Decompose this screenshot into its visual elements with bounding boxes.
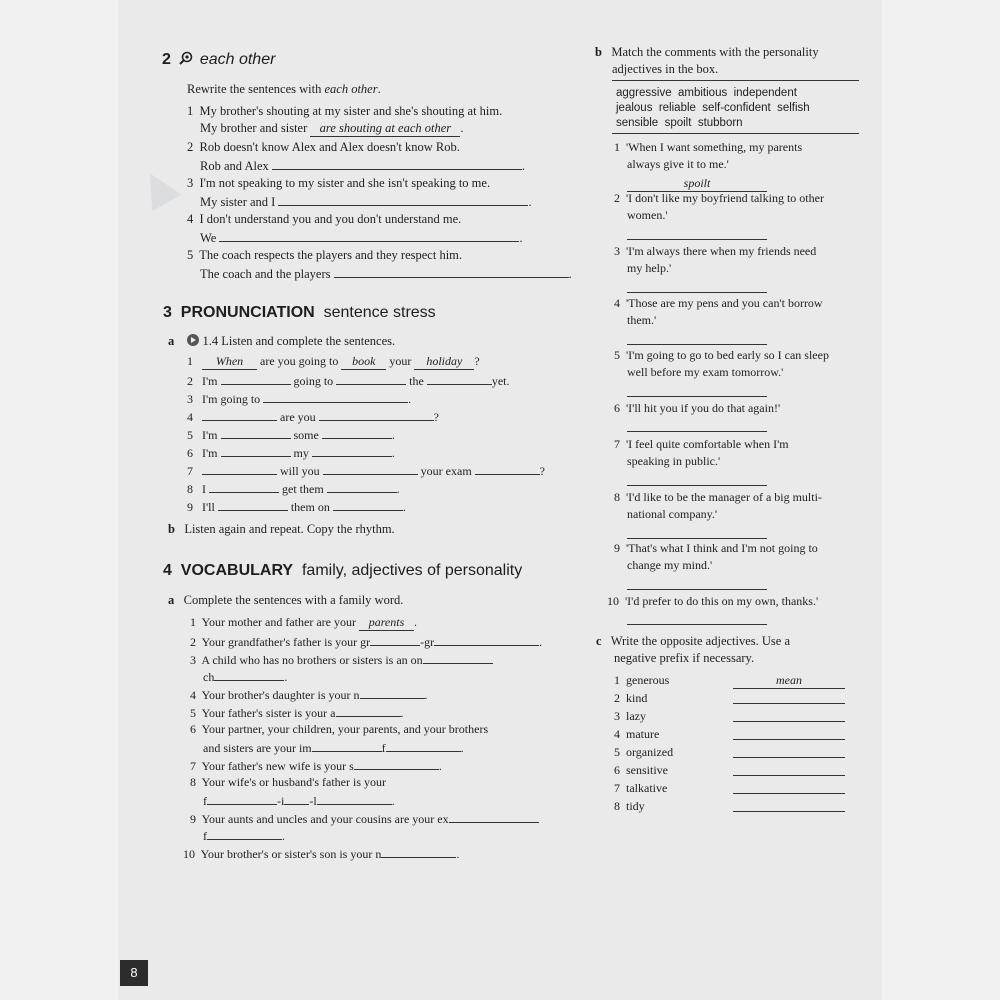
answer-line[interactable] [733,799,845,816]
quote-item [614,244,816,259]
text: 3 [614,709,620,723]
list-item [187,104,502,119]
quote-item [614,348,829,363]
text: 1 [187,354,193,368]
quote-item-continuation [627,454,720,469]
answer-blank[interactable] [221,372,291,385]
answer-line[interactable] [733,673,845,689]
text: . [408,392,412,406]
answer-blank[interactable] [278,193,528,206]
quote-item [614,191,824,206]
text: . [391,446,395,460]
section3-subtitle: sentence stress [323,304,436,321]
answer-line[interactable] [627,280,767,297]
text: Rob and Alex [200,159,269,173]
text: ? [474,354,480,368]
text: 1 [187,104,194,118]
text: always give it to me.' [627,157,729,171]
text: My brother's shouting at my sister and she's shouting at him. [199,104,503,118]
text: lazy [626,709,646,723]
text: . [460,121,464,135]
page-number: 8 [120,960,148,986]
opposite-item [614,673,669,688]
list-item-continuation: ch . [203,670,288,684]
list-item: 5 Your father's sister is your a . [190,706,404,720]
text: 5 [614,348,620,362]
text: . [521,159,525,173]
answer-blank[interactable]: holiday [414,354,474,370]
list-item [187,480,400,497]
list-item: 1 Your mother and father are your parents . [190,615,417,629]
section3-b: b Listen again and repeat. Copy the rhythm. [168,522,395,536]
quote-item [607,594,818,609]
text: 9 [187,500,193,514]
list-item-continuation [200,121,464,137]
text: 'I'm going to go to bed early so I can sleep [626,348,829,362]
section2-heading [162,51,275,69]
text: generous [626,673,670,687]
section3-heading: 3 PRONUNCIATION sentence stress [163,304,436,321]
answer-blank[interactable] [312,444,392,457]
list-item [187,176,490,191]
answer-blank[interactable]: are shouting at each other [310,121,460,137]
list-item [187,408,439,425]
text: some [293,428,319,442]
text: 7 [187,464,193,478]
text: my help.' [627,261,672,275]
text: 4 [187,410,193,424]
text: 'I feel quite comfortable when I'm [626,437,789,451]
list-item [187,462,545,479]
text: 6 [614,401,620,415]
text: 5 [187,248,194,262]
quote-item-continuation [627,365,783,380]
text: mature [626,727,660,741]
exercise-c-instruction: c Write the opposite adjectives. Use a [596,634,791,648]
answer-blank[interactable] [336,704,401,717]
answer-blank[interactable] [207,827,282,840]
text: 1 [614,140,620,154]
section4-a: a Complete the sentences with a family word. [168,593,404,607]
answer-blank[interactable] [336,372,406,385]
answer-blank[interactable] [475,462,540,475]
text: 9 [614,541,620,555]
text: 'I don't like my boyfriend talking to other [626,191,824,205]
answer-blank[interactable] [322,426,392,439]
list-item: 8 Your wife's or husband's father is your [190,775,386,789]
text: The coach respects the players and they respect him. [199,248,463,262]
exercise-b-instruction-line2: adjectives in the box. [612,62,719,76]
answer-blank[interactable] [323,462,418,475]
answer-blank[interactable] [627,332,767,345]
text: I [202,482,206,496]
list-item [187,498,406,515]
text: 4 [614,727,620,741]
answer-blank[interactable] [327,480,397,493]
answer-blank[interactable] [207,792,277,805]
list-item: 10 Your brother's or sister's son is your n . [183,847,460,861]
answer-blank[interactable] [334,265,569,278]
answer-blank[interactable] [733,763,845,776]
text: ? [433,410,439,424]
text: My sister and I [200,195,276,209]
text: We [200,231,217,245]
answer-blank[interactable] [627,280,767,293]
answer-blank[interactable] [263,390,338,403]
opposite-item [614,691,647,706]
text: 2 [614,691,620,705]
answer-line[interactable] [733,727,845,744]
answer-blank[interactable] [360,686,425,699]
opposite-item [614,781,667,796]
answer-blank[interactable] [317,792,392,805]
answer-blank[interactable]: mean [733,673,845,689]
answer-line[interactable] [627,612,767,629]
text: My brother and sister [200,121,308,135]
list-item-continuation [200,193,532,210]
magnifier-icon [179,51,193,65]
quote-item-continuation [627,208,668,223]
answer-blank[interactable] [733,709,845,722]
text: 'I'd prefer to do this on my own, thanks.' [625,594,819,608]
list-item [187,372,510,389]
list-item: 9 Your aunts and uncles and your cousins are your ex [190,810,539,827]
text: 5 [187,428,193,442]
text: sensitive [626,763,668,777]
answer-blank[interactable] [627,577,767,590]
list-item-continuation [200,157,525,174]
list-item-continuation [200,229,523,246]
text: 'Those are my pens and you can't borrow [626,296,823,310]
opposite-item [614,799,645,814]
quote-item-continuation [627,313,656,328]
text: 8 [614,799,620,813]
text: your exam [420,464,472,478]
text: change my mind.' [627,558,713,572]
text: 'I'll hit you if you do that again!' [626,401,781,415]
text: 'When I want something, my parents [626,140,803,154]
answer-blank[interactable] [370,633,420,646]
exercise-b-instruction: b Match the comments with the personality [595,45,819,59]
text: 'I'd like to be the manager of a big multi- [626,490,822,504]
answer-blank[interactable] [202,408,277,421]
answer-line[interactable] [733,691,845,708]
answer-blank[interactable] [381,845,456,858]
text: are you [280,410,316,424]
quote-item [614,490,822,505]
text: 2 [614,191,620,205]
answer-blank[interactable] [434,633,539,646]
answer-line[interactable] [627,332,767,349]
answer-blank[interactable] [284,792,309,805]
answer-blank[interactable] [627,612,767,625]
list-item [187,248,462,263]
answer-blank[interactable]: book [341,354,386,370]
text: Rob doesn't know Alex and Alex doesn't know Rob. [199,140,460,154]
answer-blank[interactable] [386,739,461,752]
list-item [187,390,411,407]
watermark: ▲ [129,154,185,217]
text: 3 [614,244,620,258]
section2-title: each other [199,51,276,68]
text: 10 [607,594,619,608]
list-item [187,444,395,461]
answer-blank[interactable] [733,781,845,794]
text: The coach and the players [200,267,331,281]
list-item-continuation [200,265,572,282]
quote-item [614,437,789,452]
opposite-item [614,709,646,724]
text: speaking in public.' [627,454,721,468]
text: 3 [187,176,194,190]
answer-line[interactable] [627,384,767,401]
answer-blank[interactable] [427,372,492,385]
text: 5 [614,745,620,759]
section3-title: PRONUNCIATION [180,304,315,321]
text: the [409,374,424,388]
list-item [187,212,461,227]
answer-blank[interactable] [354,757,439,770]
text: 6 [614,763,620,777]
list-item [187,426,395,443]
text: 7 [614,437,620,451]
answer-blank[interactable] [214,668,284,681]
text: . [528,195,532,209]
text: I'm [202,374,218,388]
adjective-wordbox: aggressive ambitious independent jealous reliable self-confident selfish sensible spoilt stubborn [616,87,810,129]
quote-item-continuation [627,261,671,276]
quote-item-continuation [627,558,712,573]
list-item-continuation: and sisters are your im f . [203,741,464,755]
answer-blank[interactable] [312,739,382,752]
answer-blank[interactable] [733,691,845,704]
text: women.' [627,208,668,222]
wordbox-bottom-rule [612,133,859,134]
text: 'I'm always there when my friends need [626,244,817,258]
answer-line[interactable] [733,781,845,798]
answer-blank[interactable] [218,498,288,511]
answer-line[interactable] [733,745,845,762]
list-item: 4 Your brother's daughter is your n . [190,688,428,702]
answer-line[interactable] [627,227,767,244]
opposite-item [614,745,673,760]
text: I don't understand you and you don't understand me. [199,212,462,226]
text: I'm [202,446,218,460]
answer-blank[interactable] [627,473,767,486]
text: my [293,446,309,460]
answer-blank[interactable] [202,462,277,475]
answer-blank[interactable] [733,745,845,758]
text: 3 [187,392,193,406]
answer-blank[interactable] [449,810,539,823]
answer-line[interactable] [733,763,845,780]
text: . [396,482,400,496]
text: them on [290,500,330,514]
text: . [402,500,406,514]
answer-blank[interactable] [627,419,767,432]
text: kind [626,691,648,705]
wordbox-top-rule [612,80,859,81]
list-item [187,140,460,155]
answer-blank[interactable] [319,408,434,421]
list-item-continuation: f . [203,829,285,843]
answer-blank[interactable] [627,526,767,539]
list-item-continuation: f -i -l . [203,794,395,808]
answer-line[interactable] [627,176,767,192]
section2-number: 2 [162,51,171,68]
text: 4 [614,296,620,310]
list-item: 2 Your grandfather's father is your gr -gr . [190,635,543,649]
quote-item [614,401,780,416]
text: tidy [626,799,645,813]
text: organized [626,745,674,759]
list-item [187,354,480,370]
text: national company.' [627,507,718,521]
answer-blank[interactable] [627,384,767,397]
answer-line[interactable] [627,473,767,490]
text: 8 [614,490,620,504]
answer-blank[interactable] [423,651,493,664]
text: ? [539,464,545,478]
text: . [519,231,523,245]
text: 2 [187,374,193,388]
quote-item [614,140,802,155]
list-item: 6 Your partner, your children, your parents, and your brothers [190,722,489,736]
section2-instruction: Rewrite the sentences with each other. [187,82,381,96]
list-item: 7 Your father's new wife is your s . [190,759,442,773]
answer-line[interactable] [627,577,767,594]
text: 8 [187,482,193,496]
opposite-item [614,727,659,742]
text: . [568,267,572,281]
section4-title: VOCABULARY [180,562,294,579]
answer-blank[interactable] [209,480,279,493]
quote-item-continuation [627,157,729,172]
answer-blank[interactable] [219,229,519,242]
text: will you [280,464,320,478]
opposite-item [614,763,668,778]
audio-icon[interactable] [187,334,199,346]
answer-line[interactable] [733,709,845,726]
answer-blank[interactable] [221,426,291,439]
text: I'll [202,500,215,514]
answer-blank[interactable] [627,227,767,240]
text: 6 [187,446,193,460]
answer-blank[interactable] [272,157,522,170]
section4-heading: 4 VOCABULARY family, adjectives of personality [163,562,523,579]
text: going to [293,374,334,388]
answer-blank[interactable] [733,799,845,812]
answer-blank[interactable]: parents [359,615,414,631]
text: 2 [187,140,194,154]
answer-blank[interactable]: spoilt [627,176,767,192]
answer-line[interactable] [627,419,767,436]
text: I'm [202,428,218,442]
text: 'That's what I think and I'm not going to [626,541,818,555]
section4-subtitle: family, adjectives of personality [301,562,523,579]
text: well before my exam tomorrow.' [627,365,784,379]
answer-blank[interactable] [338,390,408,403]
list-item: 3 A child who has no brothers or sisters is an on [190,651,493,668]
text: I'm going to [202,392,261,406]
answer-blank[interactable] [733,727,845,740]
text: . [391,428,395,442]
answer-blank[interactable] [333,498,403,511]
answer-blank[interactable] [221,444,291,457]
text: 1 [614,673,620,687]
quote-item [614,296,823,311]
section3-a: a 1.4 Listen and complete the sentences. [168,334,396,348]
quote-item-continuation [627,507,717,522]
exercise-c-instruction-line2: negative prefix if necessary. [614,651,755,665]
text: are you going to [260,354,339,368]
quote-item [614,541,818,556]
text: 7 [614,781,620,795]
text: get them [282,482,324,496]
text: I'm not speaking to my sister and she isn't speaking to me. [199,176,491,190]
text: talkative [626,781,668,795]
text: yet. [491,374,510,388]
text: them.' [627,313,657,327]
text: your [389,354,412,368]
text: 4 [187,212,194,226]
answer-blank[interactable]: When [202,354,257,370]
